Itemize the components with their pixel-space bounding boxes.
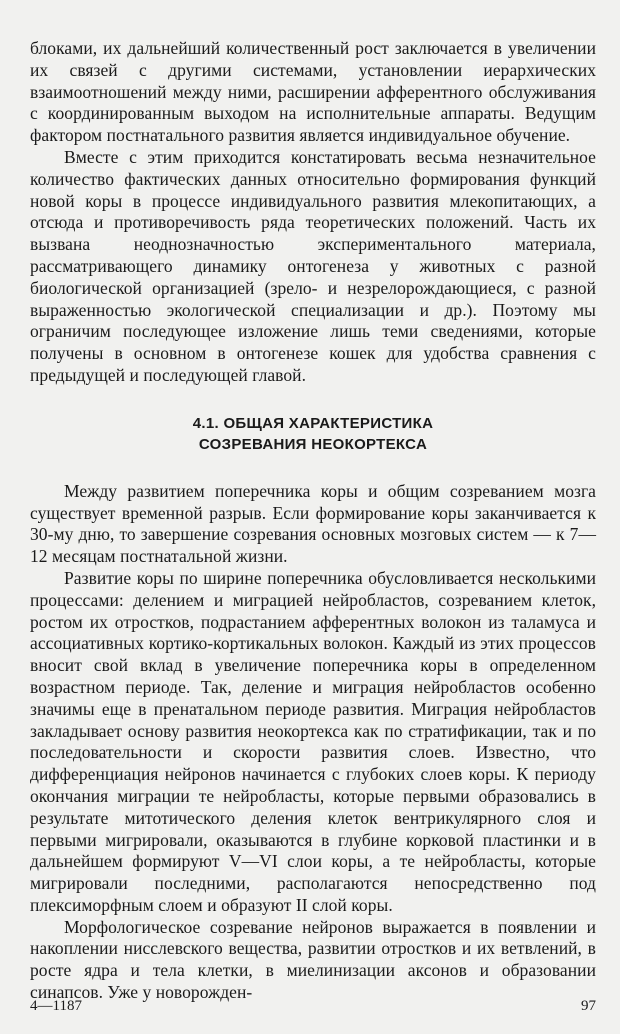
paragraph-5: Морфологическое созревание нейронов выражается в появлении и накоплении нисслевского вещества, развитии отростков и их ветвлений, в росте ядра и тела клетки, в миелинизации аксонов и образовании синапсов. Уже у новорожден-	[30, 916, 596, 1003]
paragraph-4: Развитие коры по ширине поперечника обусловливается несколькими процессами: делением и миграцией нейробластов, созреванием клеток, ростом их отростков, подрастанием афферентных волокон из таламуса и ассоциативных кортико-кортикальных волокон. Каждый из этих процессов вносит свой вклад в увеличение поперечника коры в определенном возрастном периоде. Так, деление и миграция нейробластов особенно значимы еще в пренатальном периоде развития. Миграция нейробластов закладывает основу развития неокортекса как по стратификации, так и по последовательности и скорости развития слоев. Известно, что дифференциация нейронов начинается с глубоких слоев коры. К периоду окончания миграции те нейробласты, которые первыми образовались в результате митотического деления клеток вентрикулярного слоя и первыми мигрировали, оказываются в глубине корковой пластинки и в дальнейшем формируют V—VI слои коры, а те нейробласты, которые мигрировали последними, располагаются непосредственно под плексиморфным слоем и образуют II слой коры.	[30, 567, 596, 915]
page-body	[30, 38, 596, 1004]
paragraph-1: блоками, их дальнейший количественный рост заключается в увеличении их связей с другими системами, установлении иерархических взаимоотношений между ними, расширении афферентного обслуживания с координированным выходом на исполнительные аппараты. Ведущим фактором постнатального развития является индивидуальное обучение.	[30, 38, 596, 146]
printer-signature: 4—1187	[30, 998, 82, 1014]
page-number: 97	[581, 998, 596, 1014]
section-heading-line-2: СОЗРЕВАНИЯ НЕОКОРТЕКСА	[198, 435, 428, 453]
paragraph-3: Между развитием поперечника коры и общим созреванием мозга существует временной разрыв. Если формирование коры заканчивается к 30-му дню, то завершение созревания основных мозговых систем — к 7—12 месяцам постнатальной жизни.	[30, 480, 596, 567]
page-footer	[30, 998, 596, 1015]
paragraph-2: Вместе с этим приходится констатировать весьма незначительное количество фактических данных относительно формирования функций новой коры в процессе индивидуального развития млекопитающих, а отсюда и противоречивость ряда теоретических положений. Часть их вызвана неоднозначностью экспериментального материала, рассматривающего динамику онтогенеза у животных с разной биологической организацией (зрело- и незрелорождающиеся, с разной выраженностью экологической специализации и др.). Поэтому мы ограничим последующее изложение лишь теми сведениями, которые получены в основном в онтогенезе кошек для удобства сравнения с предыдущей и последующей главой.	[30, 146, 596, 385]
section-heading-line-1: 4.1. ОБЩАЯ ХАРАКТЕРИСТИКА	[192, 414, 434, 432]
section-heading	[30, 413, 596, 455]
